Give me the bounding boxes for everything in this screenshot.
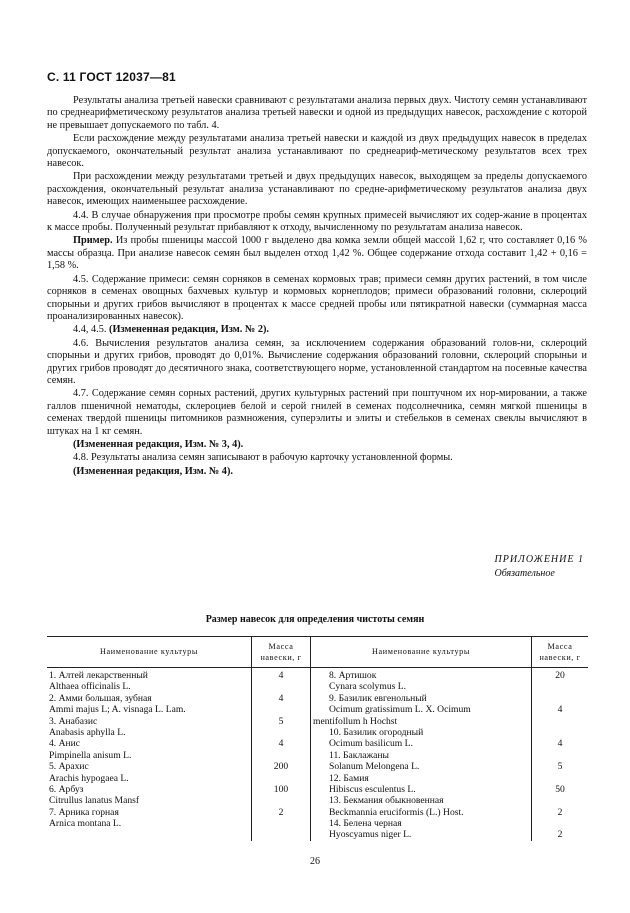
appendix-status: Обязательное	[494, 568, 555, 579]
table-cell: 7. Арника горная	[49, 806, 119, 818]
table-cell	[254, 727, 308, 738]
example-text: Из пробы пшеницы массой 1000 г выделено два комка земли общей массой 1,62 г, что составляет 0,16 % массы образца. При анализе навесок семян был выделен отход 1,42 %. Общее содержание отхода составит 1,42 + 0,16 = 1,58 %.	[47, 235, 587, 272]
left-mass-column	[252, 668, 311, 841]
table-cell: 5	[278, 715, 284, 727]
table-cell	[254, 773, 308, 784]
paragraph: При расхождении между результатами третьей и двух предыдущих навесок, выходящем за пределы допускаемого расхождения, окончательный результат анализа устанавливают по средне-арифметическому результатов анализа двух навесок, имеющих наименьшее расхождение.	[47, 171, 587, 208]
appendix-title: ПРИЛОЖЕНИЕ 1	[494, 554, 584, 565]
table-cell: Citrullus lanatus Mansf	[49, 795, 140, 807]
table-cell: Cynara scolymus L.	[329, 681, 407, 693]
table-cell: Hyoscyamus niger L.	[329, 829, 412, 841]
paragraph: Если расхождение между результатами анализа третьей навески и каждой из двух предыдущих навесок в пределах допускаемого, окончательный результат анализа устанавливают по среднеариф-метическому результатов всех трех навесок.	[47, 133, 587, 170]
left-names-column	[47, 668, 252, 841]
table-cell: 20	[555, 670, 565, 681]
paragraph: Результаты анализа третьей навески сравнивают с результатами анализа первых двух. Чистоту семян устанавливают по среднеарифметическому результатов анализа третьей навески и одной из предыдущих навесок, расхождение с которой не превышает допускаемого по табл. 4.	[47, 95, 587, 131]
table-cell	[254, 704, 308, 715]
table-cell: Ocimum basilicum L.	[329, 738, 413, 750]
table-cell: 200	[273, 761, 289, 773]
paragraph: 4.4. В случае обнаружения при просмотре пробы семян крупных примесей вычисляют их содер-жание в процентах к массе пробы. Полученный результат прибавляют к отходу, вычисленному по результатам анализа навесок.	[47, 209, 587, 234]
appendix-label	[495, 553, 585, 581]
table-cell: mentifollum h Hochst	[313, 715, 398, 727]
table-cell: Arnica montana L.	[49, 818, 122, 830]
table-cell	[254, 818, 308, 829]
amendment-note: (Измененная редакция, Изм. № 4).	[73, 465, 233, 477]
table-cell	[254, 795, 308, 806]
table-cell	[254, 750, 308, 761]
page-header: С. 11 ГОСТ 12037—81	[47, 70, 176, 84]
table-cell	[534, 750, 586, 761]
table-cell: Solanum Melongena L.	[329, 761, 420, 773]
table-cell: 4	[557, 738, 563, 750]
table-cell: 3. Анабазис	[49, 715, 98, 727]
table-cell: Hibiscus esculentus L.	[329, 783, 416, 795]
table-cell: 2	[278, 806, 284, 818]
table-cell: 8. Артишок	[329, 670, 377, 681]
table-cell: Beckmannia eruciformis (L.) Host.	[329, 806, 464, 818]
column-header-mass: Масса навески, г	[532, 637, 589, 668]
paragraph: 4.7. Содержание семян сорных растений, других культурных растений при поштучном их нор-мировании, а также галлов пшеничной нематоды, склероциев белой и серой гнилей в семенах подсолнечника, семян мягкой пшеницы в семенах твердой пшеницы питомников размножения, суперэлиты и элиты и стебельков в семенах свеклы вычисляют в штуках на 1 кг семян.	[47, 388, 587, 437]
amendment-note	[47, 324, 587, 336]
table-cell	[534, 795, 586, 806]
table-cell	[534, 773, 586, 784]
table-cell: 4	[557, 704, 563, 716]
table-cell: Althaea officinalis L.	[49, 681, 131, 693]
table-cell: 2	[557, 829, 563, 841]
table-cell: Ammi majus L; A. visnaga L. Lam.	[49, 704, 186, 716]
table-cell: 12. Бамия	[329, 772, 369, 784]
amendment-prefix: 4.4, 4.5.	[73, 324, 107, 336]
table-cell: 4	[278, 692, 284, 704]
table-cell: Ocimum gratissimum L. X. Ocimum	[329, 704, 471, 716]
table-cell	[534, 681, 586, 692]
document-body	[47, 95, 587, 479]
table-cell: 9. Базилик евгенольный	[329, 692, 427, 704]
right-mass-column	[532, 668, 589, 841]
table-cell: 50	[555, 783, 565, 795]
column-header-name: Наименование культуры	[311, 637, 532, 668]
table-cell: 5	[557, 761, 563, 773]
paragraph: 4.5. Содержание примеси: семян сорняков в семенах кормовых трав; примеси семян других растений, в том числе сорняков в семенах овощных бахчевых культур и кормовых корнеплодов; примеси образований головни, склероций спорыньи и других грибов вычисляют в процентах к массе средней пробы или пятикратной навески (суммарная масса проанализированных навесок).	[47, 273, 587, 322]
right-names-column	[311, 668, 532, 841]
table-cell: 13. Бекмания обыкновенная	[329, 795, 444, 807]
table-cell: 2	[557, 806, 563, 818]
table-cell: 4	[278, 738, 284, 750]
table-cell	[534, 818, 586, 829]
table-cell	[534, 693, 586, 704]
table-cell: 100	[273, 783, 289, 795]
table-cell: Pimpinella anisum L.	[49, 749, 132, 761]
table-cell: Arachis hypogaea L.	[49, 772, 129, 784]
table-cell: 4. Анис	[49, 738, 81, 750]
table-cell: 1. Алтей лекарственный	[49, 670, 148, 681]
table-cell	[534, 716, 586, 727]
table-title: Размер навесок для определения чистоты семян	[205, 614, 425, 625]
paragraph: 4.6. Вычисления результатов анализа семян, за исключением содержания образований голов-ни, склероций спорыньи и других грибов, проводят до 0,01%. Вычисление содержания образований головни, склероций спорыньи и других грибов проводят до десятичного знака, соответствующего норме, установленной стандартом на посевные качества семян.	[47, 337, 587, 386]
table-cell: 6. Арбуз	[49, 783, 84, 795]
example-label: Пример.	[73, 235, 113, 247]
amendment-text: (Измененная редакция, Изм. № 2).	[109, 324, 269, 336]
sample-size-table	[47, 636, 588, 841]
paragraph: 4.8. Результаты анализа семян записывают в рабочую карточку установленной формы.	[73, 452, 453, 464]
table-cell	[534, 727, 586, 738]
table-cell: 4	[278, 670, 284, 681]
page-number: 26	[310, 856, 320, 867]
column-header-mass: Масса навески, г	[252, 637, 311, 668]
table-cell: 2. Амми большая, зубная	[49, 692, 152, 704]
table-cell: Anabasis aphylla L.	[49, 726, 126, 738]
amendment-note: (Измененная редакция, Изм. № 3, 4).	[73, 438, 244, 450]
column-header-name: Наименование культуры	[47, 637, 252, 668]
table-cell	[254, 681, 308, 692]
table-cell: 10. Базилик огородный	[329, 726, 424, 738]
table-cell: 14. Белена черная	[329, 818, 402, 830]
table-cell: 11. Баклажаны	[329, 749, 389, 761]
example-paragraph	[47, 235, 587, 272]
table-cell: 5. Арахис	[49, 761, 89, 773]
